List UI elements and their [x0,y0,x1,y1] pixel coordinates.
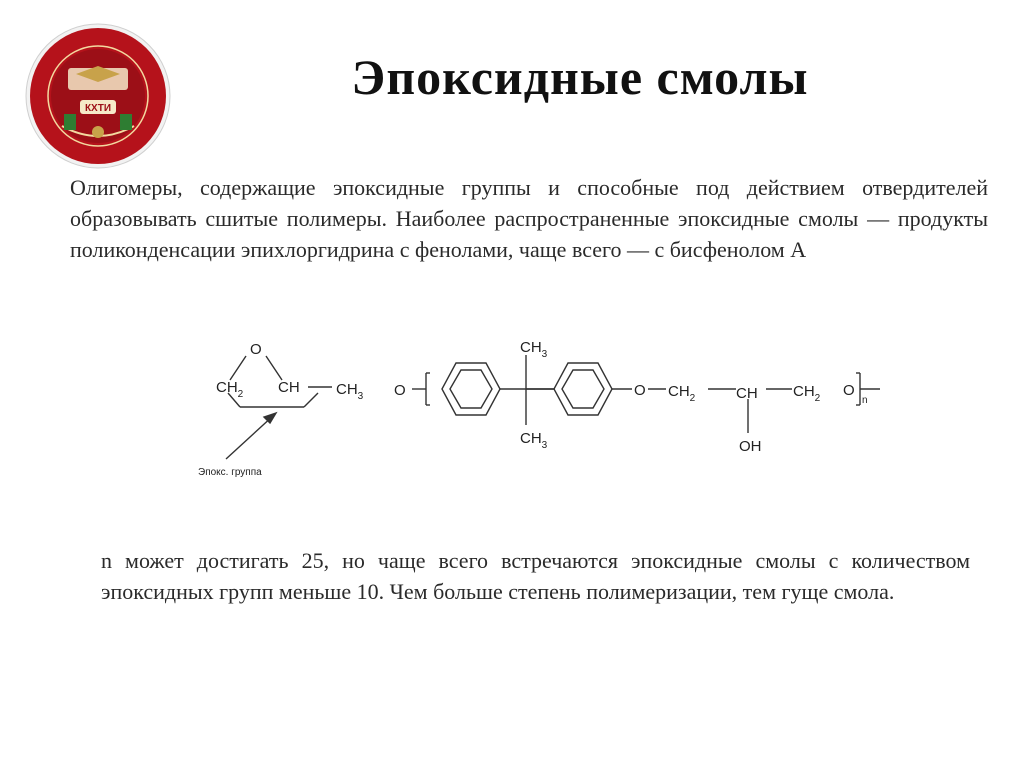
formula-ch3-top: $CH_3$ [520,339,548,360]
paragraph-note: n может достигать 25, но чаще всего встречаются эпоксидные смолы с количеством эпоксидных групп меньше 10. Чем больше степень полимеризации, тем гуще смола. [101,548,970,604]
formula-o-right: O [634,382,646,399]
formula-oh: OH [739,438,762,455]
formula-ch3-link: $CH_3$ [336,381,364,402]
formula-ch2-a: $CH_2$ [668,383,696,404]
formula-ch-mid: CH [736,385,758,402]
formula-ch-ring: CH [278,379,300,396]
logo-inner-text: КХТИ [84,103,112,114]
page-title: Эпоксидные смолы [351,49,809,105]
epoxy-resin-formula [190,325,910,485]
formula-o-end: O [843,382,855,399]
formula-ch3-bottom: $CH_3$ [520,430,548,451]
formula-o-left: O [394,382,406,399]
formula-n-subscript: n [862,395,868,406]
university-logo [24,22,172,170]
formula-ch2-left: $CH_2$ [216,379,244,400]
formula-ch2-b: $CH_2$ [793,383,821,404]
paragraph-description: Олигомеры, содержащие эпоксидные группы и способные под действием отвердителей образовывать сшитые полимеры. Наиболее распространенные эпоксидные смолы — продукты поликонденсации эпихлоргидрина с фенолами, чаще всего — с бисфенолом А [70,175,988,262]
formula-o-ring: O [250,341,262,358]
epoxy-group-caption: Эпокс. группа [198,467,262,478]
